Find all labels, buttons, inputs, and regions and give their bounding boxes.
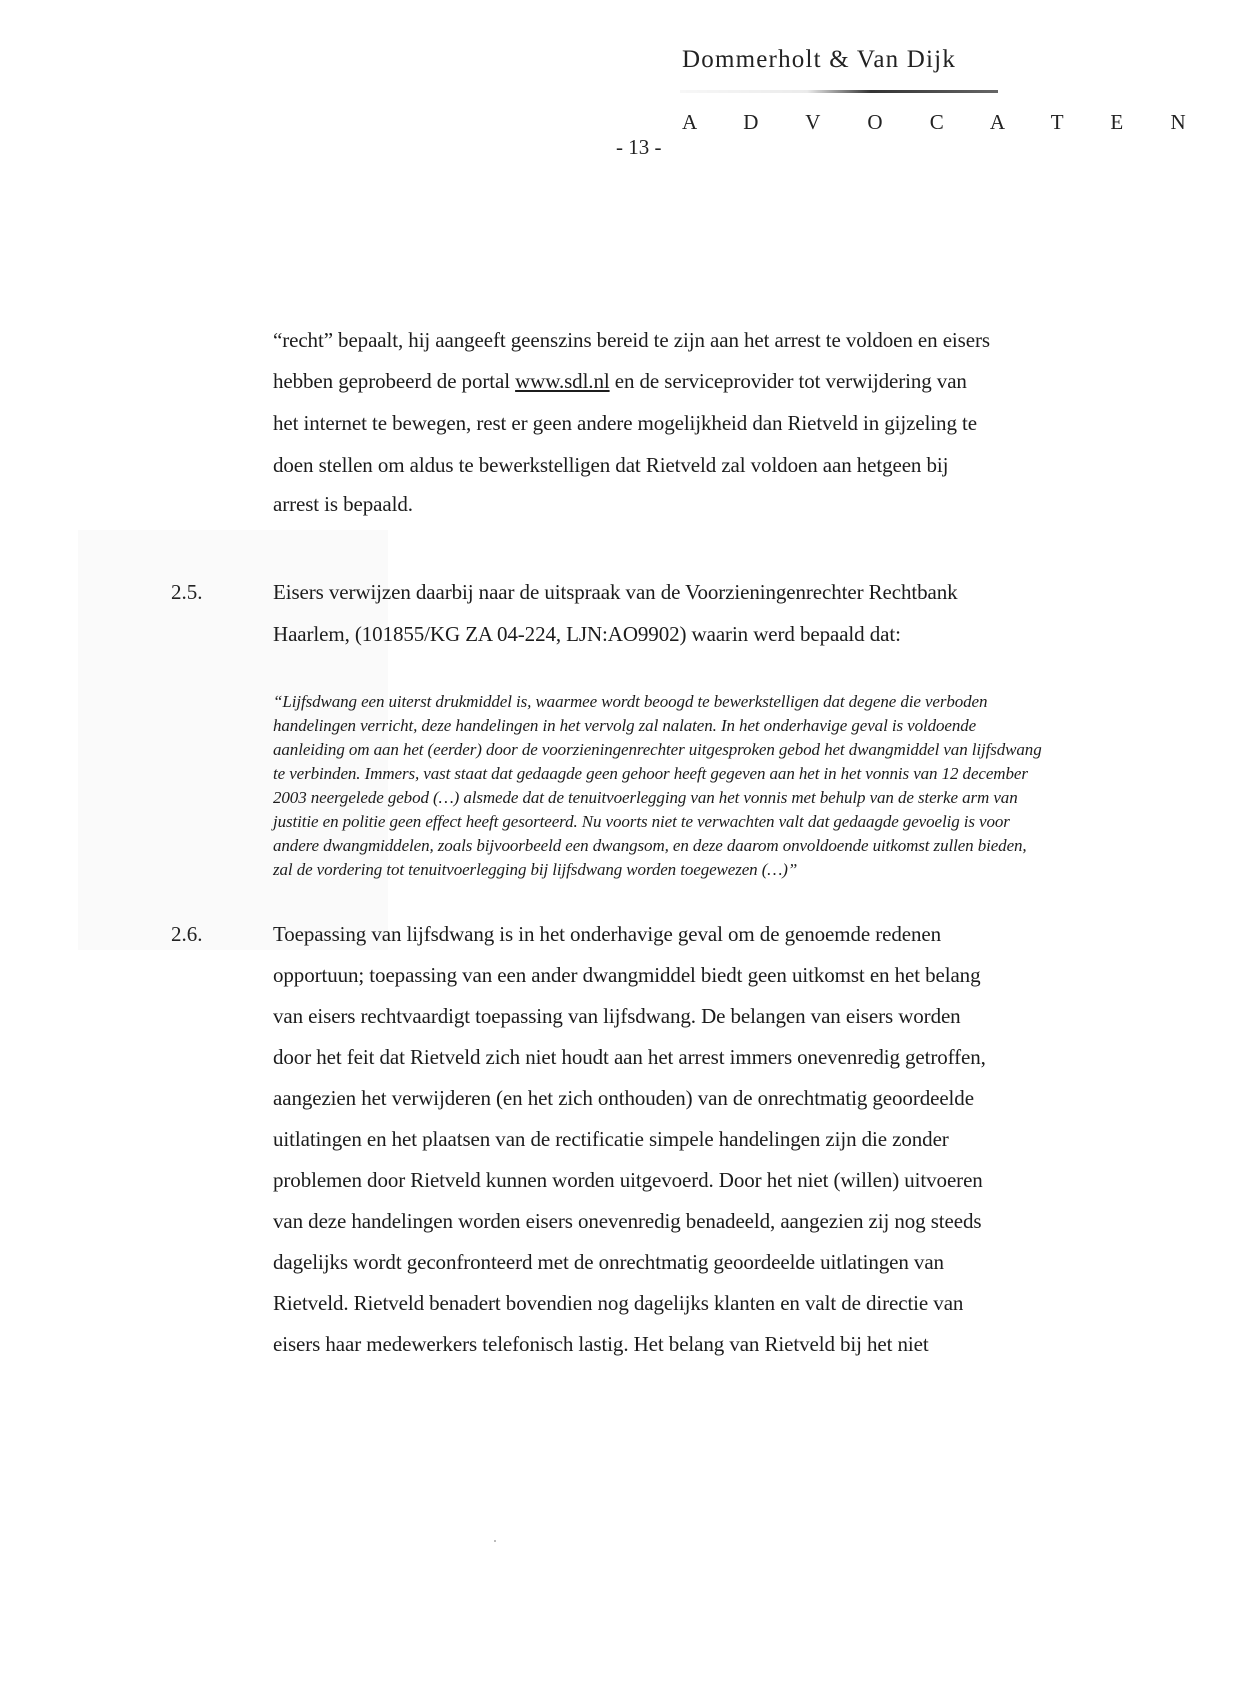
body-line: dagelijks wordt geconfronteerd met de onrechtmatig geoordeelde uitlatingen van <box>273 1250 944 1274</box>
letterhead-subtitle: A D V O C A T E N <box>682 110 1207 134</box>
quote-line: handelingen verricht, deze handelingen in het vervolg zal nalaten. In het onderhavige geval is voldoende <box>273 716 977 735</box>
quote-line: justitie en politie geen effect heeft gesorteerd. Nu voorts niet te verwachten valt dat gedaagde gevoelig is voor <box>273 812 1010 831</box>
quote-line: 2003 neergelede gebod (…) alsmede dat de tenuitvoerlegging van het vonnis met behulp van de sterke arm van <box>273 788 1018 807</box>
letterhead-divider <box>680 90 998 93</box>
body-text: en de serviceprovider tot verwijdering van <box>609 369 967 393</box>
body-line: doen stellen om aldus te bewerkstelligen dat Rietveld zal voldoen aan hetgeen bij <box>273 453 949 477</box>
body-line: uitlatingen en het plaatsen van de rectificatie simpele handelingen zijn die zonder <box>273 1127 949 1151</box>
quote-line: aanleiding om aan het (eerder) door de voorzieningenrechter uitgesproken gebod het dwangmiddel van lijfsdwang <box>273 740 1042 759</box>
page-number: - 13 - <box>616 135 662 159</box>
quote-line: “Lijfsdwang een uiterst drukmiddel is, waarmee wordt beoogd te bewerkstelligen dat degene die verboden <box>273 692 988 711</box>
section-number-2-6: 2.6. <box>171 922 203 946</box>
portal-link[interactable]: www.sdl.nl <box>515 369 610 393</box>
scan-speck <box>494 1540 496 1542</box>
body-line: arrest is bepaald. <box>273 492 413 516</box>
body-line: het internet te bewegen, rest er geen andere mogelijkheid dan Rietveld in gijzeling te <box>273 411 977 435</box>
section-number-2-5: 2.5. <box>171 580 203 604</box>
body-line: Eisers verwijzen daarbij naar de uitspraak van de Voorzieningenrechter Rechtbank <box>273 580 958 604</box>
quote-line: zal de vordering tot tenuitvoerlegging bij lijfsdwang worden toegewezen (…)” <box>273 860 798 879</box>
body-line: van eisers rechtvaardigt toepassing van lijfsdwang. De belangen van eisers worden <box>273 1004 961 1028</box>
body-line <box>273 369 967 394</box>
body-line: opportuun; toepassing van een ander dwangmiddel biedt geen uitkomst en het belang <box>273 963 981 987</box>
quote-line: te verbinden. Immers, vast staat dat gedaagde geen gehoor heeft gegeven aan het in het vonnis van 12 december <box>273 764 1028 783</box>
body-line: Rietveld. Rietveld benadert bovendien nog dagelijks klanten en valt de directie van <box>273 1291 964 1315</box>
body-line: eisers haar medewerkers telefonisch lastig. Het belang van Rietveld bij het niet <box>273 1332 929 1356</box>
letterhead-firm-name: Dommerholt & Van Dijk <box>682 46 957 73</box>
body-line: problemen door Rietveld kunnen worden uitgevoerd. Door het niet (willen) uitvoeren <box>273 1168 983 1192</box>
body-line: van deze handelingen worden eisers onevenredig benadeeld, aangezien zij nog steeds <box>273 1209 982 1233</box>
body-line: “recht” bepaalt, hij aangeeft geenszins bereid te zijn aan het arrest te voldoen en eisers <box>273 328 990 352</box>
body-line: Haarlem, (101855/KG ZA 04-224, LJN:AO9902) waarin werd bepaald dat: <box>273 622 901 646</box>
body-line: aangezien het verwijderen (en het zich onthouden) van de onrechtmatig geoordeelde <box>273 1086 974 1110</box>
body-line: door het feit dat Rietveld zich niet houdt aan het arrest immers onevenredig getroffen, <box>273 1045 986 1069</box>
body-line: Toepassing van lijfsdwang is in het onderhavige geval om de genoemde redenen <box>273 922 941 946</box>
body-text: hebben geprobeerd de portal <box>273 369 516 393</box>
quote-line: andere dwangmiddelen, zoals bijvoorbeeld een dwangsom, en deze daarom onvoldoende uitkomst zullen bieden, <box>273 836 1027 855</box>
